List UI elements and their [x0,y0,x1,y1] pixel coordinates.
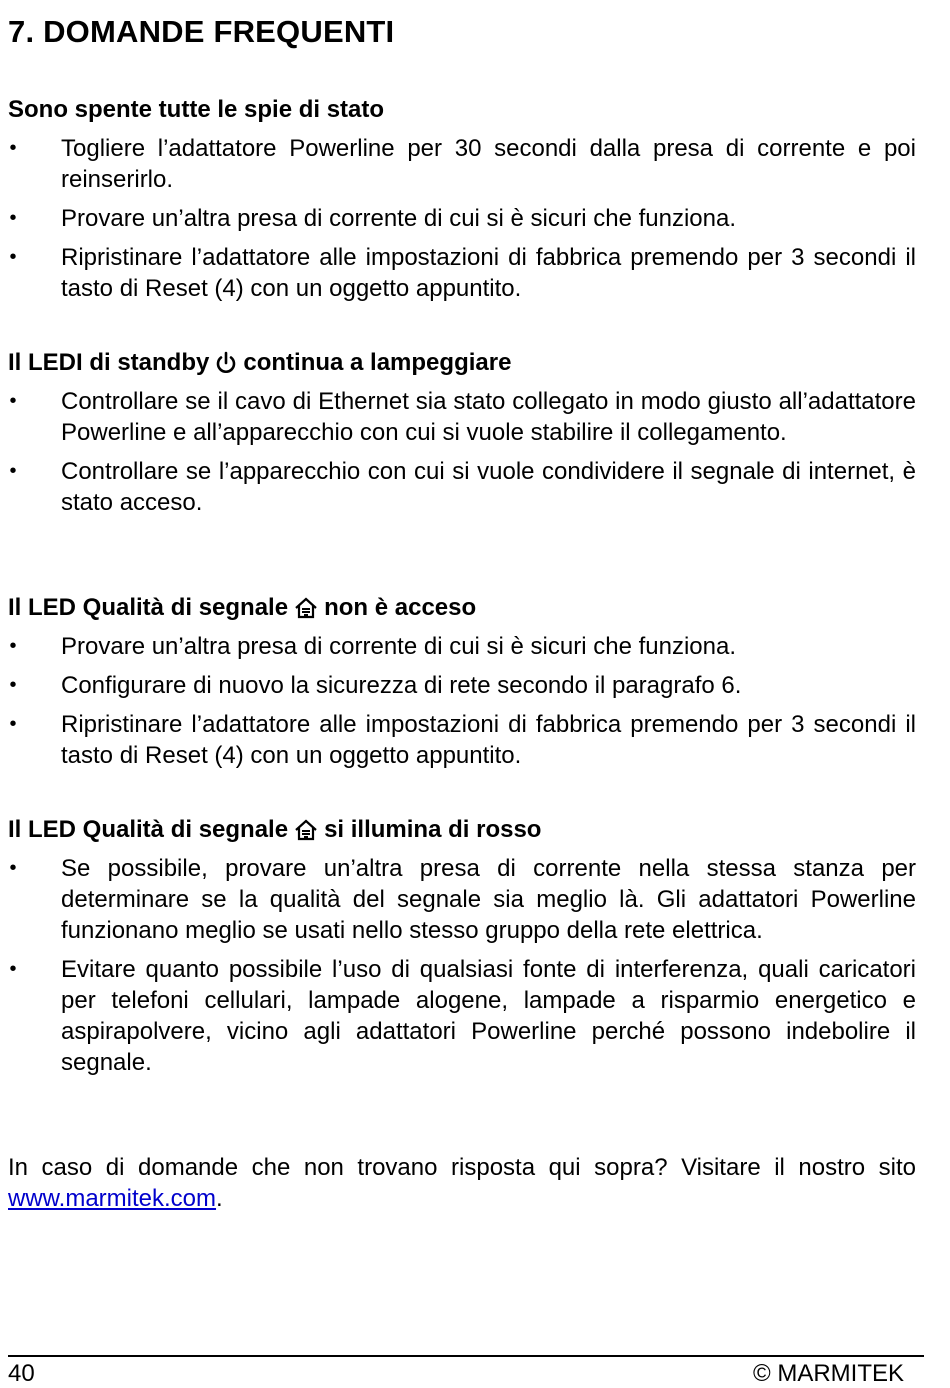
bullet-icon: • [9,207,17,229]
bullet-icon: • [9,460,17,482]
bullet-icon: • [9,958,17,980]
section-heading [8,815,916,845]
bullet-icon: • [9,390,17,412]
section-heading-text: Il LED Qualità di segnale [8,816,289,843]
bullet-icon: • [9,713,17,735]
bullet-list [8,133,916,304]
closing-end: . [216,1185,223,1212]
list-item-text: Se possibile, provare un’altra presa di corrente nella stessa stanza per determinare se la qualità del segnale sia meglio là. Gli adattatori Powerline funzionano meglio se usati nello stesso gruppo della rete elettrica. [61,855,916,944]
list-item [8,954,916,1078]
faq-section-signal-led-off [8,593,916,779]
list-item [8,203,916,234]
list-item [8,456,916,518]
faq-section-standby-led [8,348,916,526]
list-item [8,386,916,448]
section-heading [8,95,916,125]
power-icon [215,351,237,375]
section-heading-text-end: continua a lampeggiare [243,349,512,376]
section-heading-text-end: non è acceso [324,594,477,621]
section-heading-text: Il LEDI di standby [8,349,210,376]
list-item [8,709,916,771]
closing-text: In caso di domande che non trovano risposta qui sopra? Visitare il nostro sito [8,1154,916,1181]
list-item-text: Controllare se il cavo di Ethernet sia stato collegato in modo giusto all’adattatore Powerline e all’apparecchio con cui si vuole stabilire il collegamento. [61,388,916,446]
section-heading-text-end: si illumina di rosso [324,816,542,843]
list-item [8,133,916,195]
bullet-icon: • [9,635,17,657]
bullet-icon: • [9,857,17,879]
list-item [8,853,916,946]
section-heading-text: Il LED Qualità di segnale [8,594,289,621]
section-heading-text: Sono spente tutte le spie di stato [8,96,385,123]
list-item-text: Provare un’altra presa di corrente di cui si è sicuri che funziona. [61,633,736,660]
bullet-list [8,853,916,1078]
section-heading [8,593,916,623]
list-item-text: Configurare di nuovo la sicurezza di rete secondo il paragrafo 6. [61,672,742,699]
faq-section-signal-led-red [8,815,916,1086]
list-item-text: Ripristinare l’adattatore alle impostazioni di fabbrica premendo per 3 secondi il tasto di Reset (4) con un oggetto appuntito. [61,244,916,302]
page-title: 7. DOMANDE FREQUENTI [8,14,395,49]
list-item [8,631,916,662]
house-signal-icon [294,596,318,620]
list-item-text: Ripristinare l’adattatore alle impostazioni di fabbrica premendo per 3 secondi il tasto di Reset (4) con un oggetto appuntito. [61,711,916,769]
section-heading [8,348,916,378]
list-item [8,670,916,701]
bullet-list [8,631,916,771]
faq-section-status-leds [8,95,916,312]
list-item-text: Controllare se l’apparecchio con cui si vuole condividere il segnale di internet, è stato acceso. [61,458,916,516]
page-number: 40 [8,1360,35,1387]
list-item-text: Provare un’altra presa di corrente di cui si è sicuri che funziona. [61,205,736,232]
list-item-text: Evitare quanto possibile l’uso di qualsiasi fonte di interferenza, quali caricatori per telefoni cellulari, lampade alogene, lampade a risparmio energetico e aspirapolvere, vicino agli adattatori Powerline perché possono indebolire il segnale. [61,956,916,1076]
website-link[interactable]: www.marmitek.com [8,1185,217,1212]
page-footer [8,1360,904,1388]
bullet-icon: • [9,137,17,159]
bullet-icon: • [9,674,17,696]
bullet-icon: • [9,246,17,268]
copyright: © MARMITEK [752,1360,904,1387]
closing-paragraph [8,1152,916,1214]
list-item [8,242,916,304]
footer-divider [8,1355,924,1357]
bullet-list [8,386,916,518]
list-item-text: Togliere l’adattatore Powerline per 30 secondi dalla presa di corrente e poi reinserirlo. [61,135,916,193]
house-signal-icon [294,818,318,842]
